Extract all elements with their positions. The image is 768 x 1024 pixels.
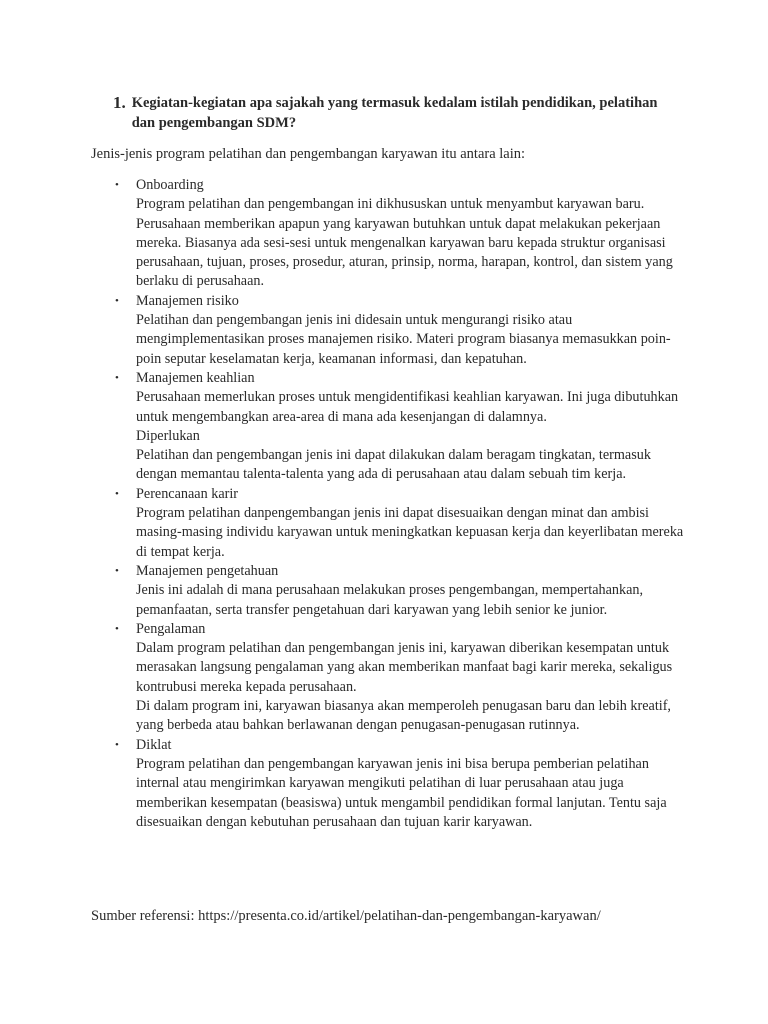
bullet-icon: • — [115, 622, 119, 635]
list-item — [0, 736, 684, 832]
list-item-title: Diklat — [136, 736, 172, 753]
list-item-paragraph: Dalam program pelatihan dan pengembangan jenis ini, karyawan diberikan kesempatan untuk merasakan langsung pengalaman yang akan memberikan manfaat bagi karir mereka, sekaligus kontrubusi mereka kepada perusahaan. — [136, 640, 673, 695]
list-item-paragraph: Diperlukan — [136, 427, 200, 444]
list-item-title: Onboarding — [136, 177, 204, 193]
list-item-paragraph: Di dalam program ini, karyawan biasanya akan memperoleh penugasan baru dan lebih kreatif, yang berbeda atau bahkan berlawanan dengan penugasan-penugasan rutinnya. — [136, 698, 671, 734]
list-item-paragraph: Program pelatihan danpengembangan jenis ini dapat disesuaikan dengan minat dan ambisi masing-masing individu karyawan untuk meningkatkan kepuasan kerja dan keyerlibatan mereka di tempat kerja. — [136, 505, 684, 560]
bullet-icon: • — [115, 564, 119, 577]
list-item-paragraph: Jenis ini adalah di mana perusahaan melakukan proses pengembangan, mempertahankan, pemanfaatan, serta transfer pengetahuan dari karyawan yang lebih senior ke junior. — [136, 582, 644, 618]
list-item-title: Pengalaman — [136, 620, 206, 637]
list-item-paragraph: Pelatihan dan pengembangan jenis ini didesain untuk mengurangi risiko atau mengimplementasikan proses manajemen risiko. Materi program biasanya memasukkan poin-poin seputar keselamatan kerja, keamanan informasi, dan kepatuhan. — [136, 312, 671, 367]
question-heading — [113, 93, 673, 133]
list-item — [0, 485, 684, 562]
list-item-paragraph: Pelatihan dan pengembangan jenis ini dapat dilakukan dalam beragam tingkatan, termasuk dengan memantau talenta-talenta yang ada di perusahaan atau dalam sebuah tim kerja. — [136, 447, 651, 483]
list-item-paragraph: Perusahaan memerlukan proses untuk mengidentifikasi keahlian karyawan. Ini juga dibutuhkan untuk mengembangkan area-area di mana ada kesenjangan di dalamnya. — [136, 389, 679, 425]
list-item — [0, 176, 684, 292]
list-item — [0, 292, 684, 369]
source-reference: Sumber referensi: https://presenta.co.id/artikel/pelatihan-dan-pengembangan-karyawan/ — [91, 908, 601, 924]
list-item-paragraph: Program pelatihan dan pengembangan karyawan jenis ini bisa berupa pemberian pelatihan internal atau mengirimkan karyawan mengikuti pelatihan di luar perusahaan atau juga memberikan kesempatan (beasiswa) untuk mengambil pendidikan formal lanjutan. Tentu saja disesuaikan dengan kebutuhan perusahaan dan tujuan karir karyawan. — [136, 755, 667, 830]
list-item — [0, 369, 684, 485]
list-item-title: Manajemen pengetahuan — [136, 562, 279, 579]
list-item — [0, 562, 684, 620]
question-number: 1. — [113, 93, 126, 112]
bullet-icon: • — [115, 487, 119, 500]
list-item-title: Perencanaan karir — [136, 485, 239, 502]
list-item-title: Manajemen risiko — [136, 292, 239, 309]
bullet-icon: • — [115, 294, 119, 307]
question-text: Kegiatan-kegiatan apa sajakah yang termasuk kedalam istilah pendidikan, pelatihan dan pengembangan SDM? — [131, 95, 658, 131]
bullet-icon: • — [115, 179, 119, 191]
list-item-paragraph: Program pelatihan dan pengembangan ini dikhususkan untuk menyambut karyawan baru. Perusahaan memberikan apapun yang karyawan butuhkan untuk dapat melakukan pekerjaan mereka. Biasanya ada sesi-sesi untuk mengenalkan karyawan baru kepada struktur organisasi perusahaan, tujuan, proses, prosedur, aturan, prinsip, norma, harapan, kontrol, dan sistem yang berlaku di perusahaan. — [136, 196, 673, 290]
list-item — [0, 620, 684, 736]
bullet-icon: • — [115, 738, 119, 751]
intro-paragraph: Jenis-jenis program pelatihan dan pengembangan karyawan itu antara lain: — [91, 146, 526, 162]
list-item-title: Manajemen keahlian — [136, 369, 255, 386]
bullet-list — [0, 176, 768, 832]
bullet-icon: • — [115, 371, 119, 384]
